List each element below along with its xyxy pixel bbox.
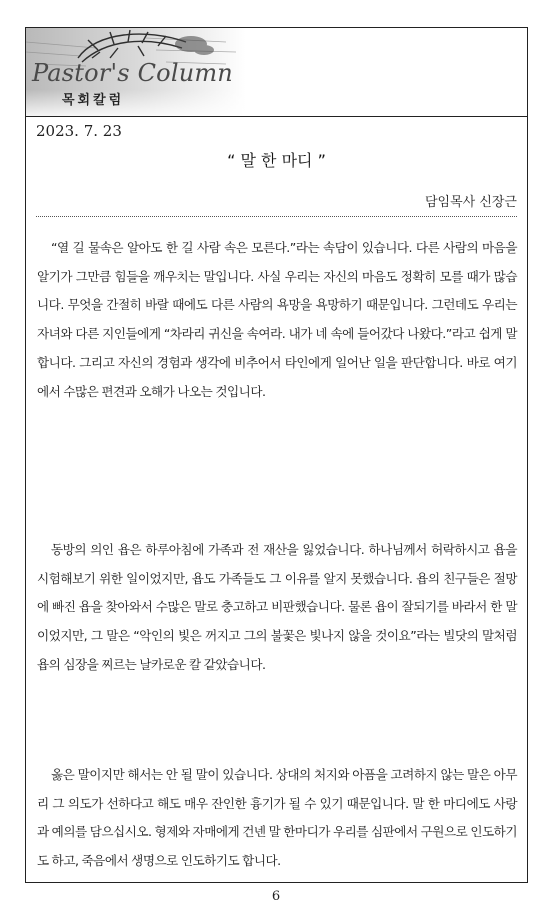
masthead xyxy=(26,28,246,116)
column-date: 2023. 7. 23 xyxy=(36,122,122,140)
masthead-subtitle: 목회칼럼 xyxy=(62,93,125,108)
column-author: 담임목사 신장근 xyxy=(424,195,517,210)
body-paragraph: 옳은 말이지만 해서는 안 될 말이 있습니다. 상대의 처지와 아픔을 고려하지 않는 말은 아무리 그 의도가 선하다고 해도 매우 잔인한 흉기가 될 수 있기 때문입니다. 말 한 마디에도 사랑과 예의를 담으십시오. 형제와 자매에게 건넨 말 한마디가 우리를 심판에서 구원으로 인도하기도 하고, 죽음에서 생명으로 인도하기도 합니다. xyxy=(37,767,517,869)
column-title: “ 말 한 마디 ” xyxy=(227,151,326,170)
body-paragraph: 동방의 의인 욥은 하루아침에 가족과 전 재산을 잃었습니다. 하나님께서 허락하시고 욥을 시험해보기 위한 일이었지만, 욥도 가족들도 그 이유를 알지 못했습니다. 욥의 친구들은 절망에 빠진 욥을 찾아와서 수많은 말로 충고하고 비판했습니다. 물론 욥이 잘되기를 바라서 한 말이었지만, 그 말은 “악인의 빛은 꺼지고 그의 불꽃은 빛나지 않을 것이요”라는 빌닷의 말처럼 욥의 심장을 찌르는 날카로운 칼 같았습니다. xyxy=(37,542,517,672)
column-frame xyxy=(25,27,528,883)
body-paragraph: “열 길 물속은 알아도 한 길 사람 속은 모른다.”라는 속담이 있습니다. 다른 사람의 마음을 알기가 그만큼 힘들을 깨우치는 말입니다. 사실 우리는 자신의 마음도 정확히 모를 때가 많습니다. 무엇을 간절히 바랄 때에도 다른 사람의 욕망을 욕망하기 때문입니다. 그런데도 우리는 자녀와 다른 지인들에게 “차라리 귀신을 속여라. 내가 네 속에 들어갔다 나왔다.”라고 쉽게 말합니다. 그리고 자신의 경험과 생각에 비추어서 타인에게 일어난 일을 판단합니다. 바로 여기에서 수많은 편견과 오해가 나오는 것입니다. xyxy=(37,240,517,399)
masthead-title: Pastor's Column xyxy=(32,59,233,87)
header-divider xyxy=(26,116,527,117)
dotted-divider xyxy=(36,216,517,217)
page-number: 6 xyxy=(271,889,281,904)
